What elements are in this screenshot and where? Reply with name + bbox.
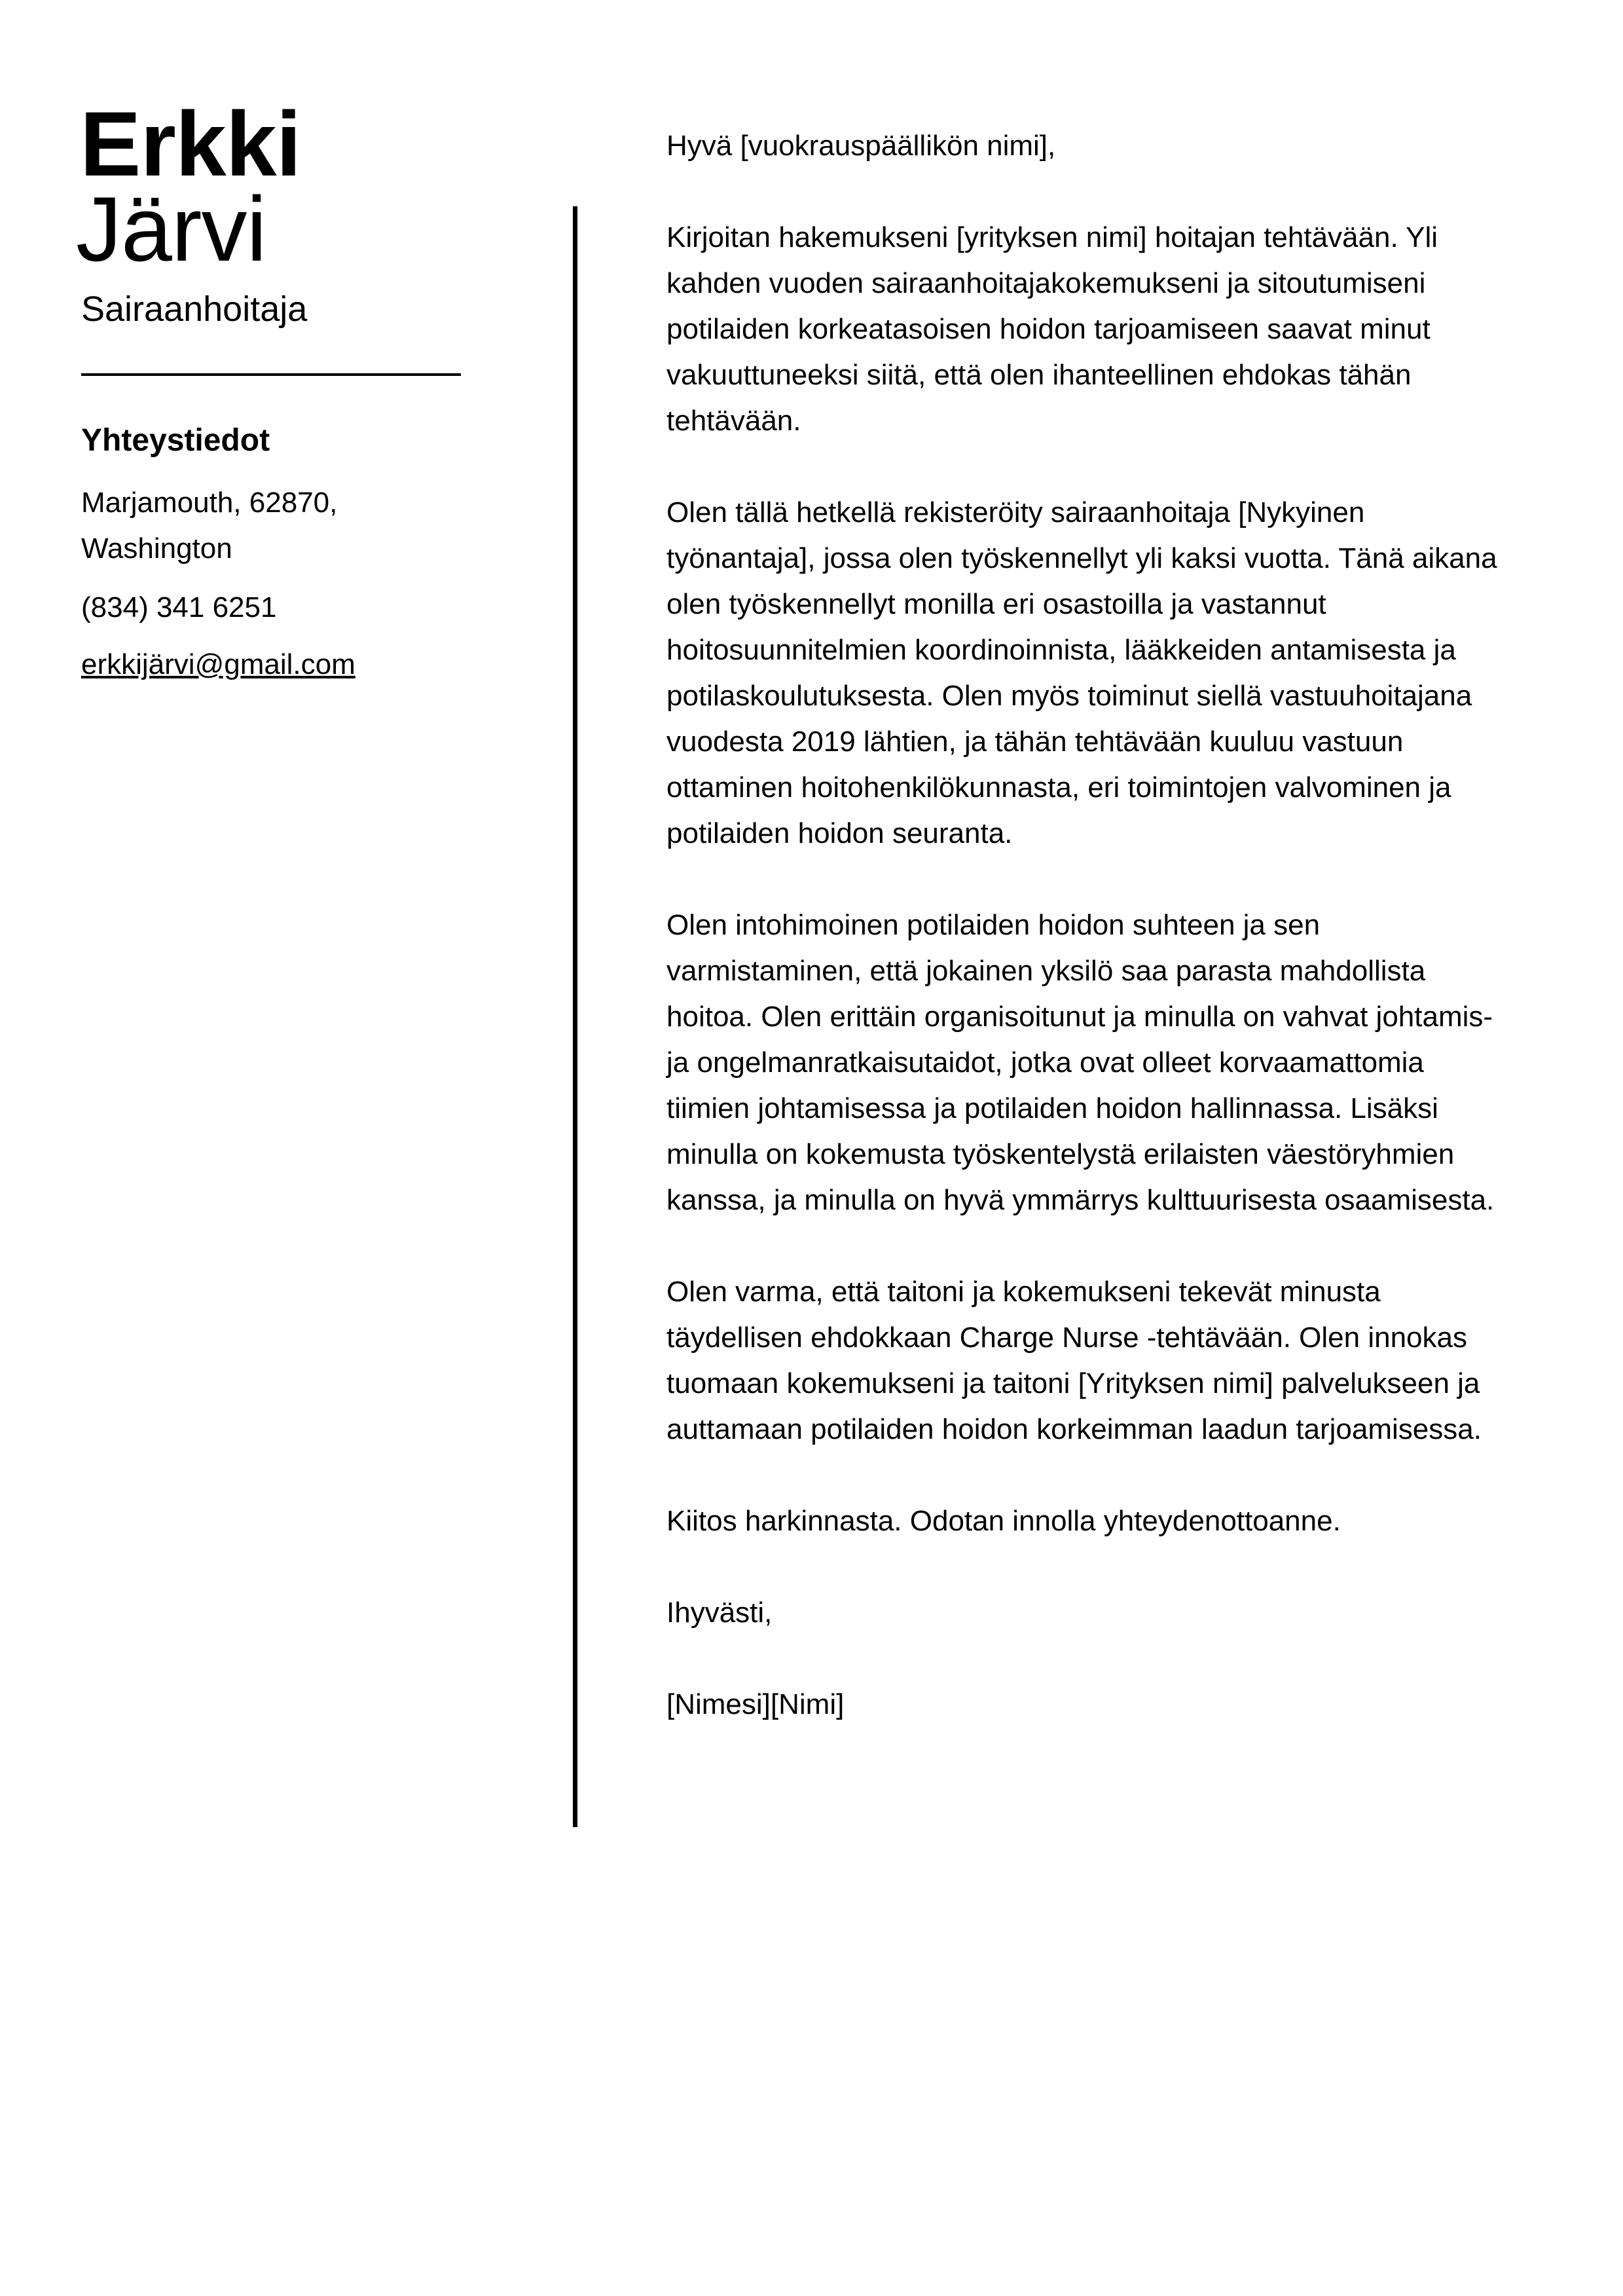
contact-address: Marjamouth, 62870, Washington xyxy=(81,487,338,565)
contact-heading: Yhteystiedot xyxy=(81,423,270,458)
title-divider xyxy=(81,373,461,376)
column-divider xyxy=(573,206,577,1827)
letter-greeting: Hyvä [vuokrauspäällikön nimi], xyxy=(666,130,1056,162)
letter-paragraph: Olen varma, että taitoni ja kokemukseni tekevät minusta täydellisen ehdokkaan Charge Nurse -tehtävään. Olen innokas tuomaan kokemukseni ja taitoni [Yrityksen nimi] palvelukseen ja auttamaan potilaiden hoidon korkeimman laadun tarjoamisessa. xyxy=(666,1276,1482,1445)
last-name: Järvi xyxy=(76,177,266,280)
letter-paragraph: Kirjoitan hakemukseni [yrityksen nimi] hoitajan tehtävään. Yli kahden vuoden sairaanhoitajakokemukseni ja sitoutumiseni potilaiden korkeatasoisen hoidon tarjoamiseen saavat minut vakuuttuneeksi siitä, että olen ihanteellinen ehdokas tähän tehtävään. xyxy=(666,221,1438,437)
letter-paragraph: Olen tällä hetkellä rekisteröity sairaanhoitaja [Nykyinen työnantaja], jossa olen työskennellyt yli kaksi vuotta. Tänä aikana olen työskennellyt monilla eri osastoilla ja vastannut hoitosuunnitelmien koordinoinnista, lääkkeiden antamisesta ja potilaskoulutuksesta. Olen myös toiminut siellä vastuuhoitajana vuodesta 2019 lähtien, ja tähän tehtävään kuuluu vastuun ottaminen hoitohenkilökunnasta, eri toimintojen valvominen ja potilaiden hoidon seuranta. xyxy=(666,496,1497,849)
contact-phone: (834) 341 6251 xyxy=(81,591,277,623)
contact-email-link[interactable]: erkkijärvi@gmail.com xyxy=(81,648,356,680)
letter-closing: Ihyvästi, xyxy=(666,1597,773,1629)
letter-body xyxy=(666,123,1511,1773)
first-name: Erkki xyxy=(80,92,301,195)
job-title: Sairaanhoitaja xyxy=(81,289,308,329)
letter-paragraph: Kiitos harkinnasta. Odotan innolla yhteydenottoanne. xyxy=(666,1505,1341,1537)
letter-signature: [Nimesi][Nimi] xyxy=(666,1688,845,1720)
letter-paragraph: Olen intohimoinen potilaiden hoidon suhteen ja sen varmistaminen, että jokainen yksilö saa parasta mahdollista hoitoa. Olen erittäin organisoitunut ja minulla on vahvat johtamis- ja ongelmanratkaisutaidot, jotka ovat olleet korvaamattomia tiimien johtamisessa ja potilaiden hoidon hallinnassa. Lisäksi minulla on kokemusta työskentelystä erilaisten väestöryhmien kanssa, ja minulla on hyvä ymmärrys kulttuurisesta osaamisesta. xyxy=(666,909,1495,1216)
